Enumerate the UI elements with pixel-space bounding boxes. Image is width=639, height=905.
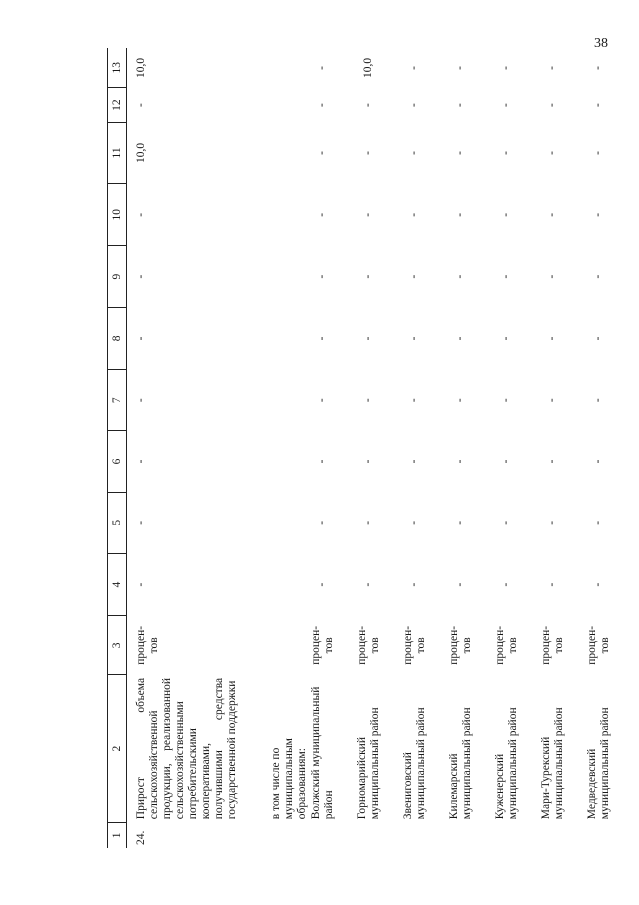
value-cell-col8: - bbox=[500, 336, 512, 341]
table-row bbox=[586, 48, 632, 848]
district-name: Звениговский муниципальный район bbox=[402, 707, 427, 820]
value-cell-col9: - bbox=[135, 274, 147, 279]
unit-cell: процен-тов bbox=[356, 625, 381, 665]
value-cell-col5: - bbox=[546, 520, 558, 525]
value-cell-col5: - bbox=[500, 520, 512, 525]
value-cell-col6: - bbox=[316, 459, 328, 464]
col-header-7: 7 bbox=[108, 370, 127, 431]
value-cell-col5: - bbox=[454, 520, 466, 525]
value-cell-col13: - bbox=[500, 66, 512, 70]
table-row bbox=[356, 48, 402, 848]
empty-cell bbox=[270, 184, 310, 246]
row-number: 24. bbox=[135, 830, 147, 845]
unit-cell: процен-тов bbox=[494, 625, 519, 665]
col-header-12: 12 bbox=[108, 88, 127, 122]
value-cell-col12: - bbox=[135, 103, 147, 108]
col-header-1: 1 bbox=[108, 822, 127, 848]
unit-cell: процен-тов bbox=[448, 625, 473, 665]
empty-cell bbox=[270, 122, 310, 183]
value-cell-col4: - bbox=[135, 582, 147, 587]
empty-cell bbox=[270, 370, 310, 431]
value-cell-col13: - bbox=[316, 66, 328, 70]
district-rows bbox=[310, 48, 632, 848]
value-cell-col5: - bbox=[135, 520, 147, 525]
empty-cell bbox=[270, 616, 310, 675]
empty-cell bbox=[356, 822, 402, 848]
value-cell-col12: - bbox=[454, 103, 466, 108]
empty-cell bbox=[310, 822, 356, 848]
table-row bbox=[310, 48, 356, 848]
value-cell-col9: - bbox=[362, 274, 374, 279]
unit-cell: процен-тов bbox=[310, 625, 335, 665]
value-cell-col9: - bbox=[316, 274, 328, 279]
value-cell-col7: - bbox=[135, 398, 147, 403]
table-row bbox=[540, 48, 586, 848]
value-cell-col13: - bbox=[592, 66, 604, 70]
value-cell-col11: 10,0 bbox=[135, 142, 147, 163]
value-cell-col10: - bbox=[454, 212, 466, 217]
value-cell-col11: - bbox=[362, 151, 374, 155]
value-cell-col12: - bbox=[546, 103, 558, 108]
table-row bbox=[402, 48, 448, 848]
empty-cell bbox=[270, 48, 310, 88]
value-cell-col6: - bbox=[500, 459, 512, 464]
value-cell-col11: - bbox=[408, 151, 420, 155]
district-name: Волжский муниципальный район bbox=[310, 686, 335, 820]
col-header-2: 2 bbox=[108, 675, 127, 822]
value-cell-col10: - bbox=[362, 212, 374, 217]
value-cell-col11: - bbox=[316, 151, 328, 155]
value-cell-col4: - bbox=[408, 582, 420, 587]
value-cell-col5: - bbox=[362, 520, 374, 525]
value-cell-col9: - bbox=[454, 274, 466, 279]
value-cell-col8: - bbox=[546, 336, 558, 341]
unit-cell: процен-тов bbox=[586, 625, 611, 665]
subheader-text: в том числе по муниципальным образованиям: bbox=[270, 738, 308, 820]
col-header-5: 5 bbox=[108, 492, 127, 553]
value-cell-col4: - bbox=[592, 582, 604, 587]
value-cell-col7: - bbox=[454, 398, 466, 403]
col-header-13: 13 bbox=[108, 48, 127, 88]
value-cell-col8: - bbox=[316, 336, 328, 341]
empty-cell bbox=[270, 307, 310, 369]
value-cell-col7: - bbox=[592, 398, 604, 403]
col-header-4: 4 bbox=[108, 553, 127, 615]
value-cell-col9: - bbox=[408, 274, 420, 279]
value-cell-col6: - bbox=[592, 459, 604, 464]
col-header-11: 11 bbox=[108, 122, 127, 183]
unit-cell: процен-тов bbox=[540, 625, 565, 665]
unit-cell: процен-тов bbox=[135, 625, 160, 665]
value-cell-col13: 10,0 bbox=[135, 57, 147, 79]
value-cell-col7: - bbox=[316, 398, 328, 403]
empty-cell bbox=[270, 431, 310, 492]
district-name: Куженерский муниципальный район bbox=[494, 707, 519, 820]
indicator-table bbox=[107, 48, 632, 848]
value-cell-col6: - bbox=[408, 459, 420, 464]
value-cell-col11: - bbox=[546, 151, 558, 155]
value-cell-col13: - bbox=[454, 66, 466, 70]
table-row-indicator-24 bbox=[127, 48, 271, 848]
value-cell-col11: - bbox=[500, 151, 512, 155]
value-cell-col12: - bbox=[316, 103, 328, 108]
empty-cell bbox=[270, 822, 310, 848]
value-cell-col8: - bbox=[592, 336, 604, 341]
value-cell-col13: - bbox=[408, 66, 420, 70]
district-name: Килемарский муниципальный район bbox=[448, 707, 473, 820]
col-header-3: 3 bbox=[108, 616, 127, 675]
value-cell-col5: - bbox=[316, 520, 328, 525]
district-name: Горномарийский муниципальный район bbox=[356, 707, 381, 820]
empty-cell bbox=[448, 822, 494, 848]
value-cell-col7: - bbox=[500, 398, 512, 403]
district-name: Мари-Турекский муниципальный район bbox=[540, 707, 565, 820]
table-row bbox=[448, 48, 494, 848]
value-cell-col4: - bbox=[362, 582, 374, 587]
value-cell-col11: - bbox=[592, 151, 604, 155]
value-cell-col8: - bbox=[454, 336, 466, 341]
value-cell-col6: - bbox=[362, 459, 374, 464]
value-cell-col13: 10,0 bbox=[362, 57, 374, 79]
value-cell-col4: - bbox=[546, 582, 558, 587]
value-cell-col10: - bbox=[546, 212, 558, 217]
value-cell-col5: - bbox=[408, 520, 420, 525]
value-cell-col12: - bbox=[592, 103, 604, 108]
value-cell-col12: - bbox=[362, 103, 374, 108]
value-cell-col9: - bbox=[592, 274, 604, 279]
value-cell-col8: - bbox=[408, 336, 420, 341]
value-cell-col8: - bbox=[135, 336, 147, 341]
value-cell-col7: - bbox=[546, 398, 558, 403]
page-number: 38 bbox=[594, 36, 608, 51]
value-cell-col6: - bbox=[454, 459, 466, 464]
value-cell-col7: - bbox=[362, 398, 374, 403]
empty-cell bbox=[586, 822, 632, 848]
value-cell-col4: - bbox=[454, 582, 466, 587]
value-cell-col4: - bbox=[316, 582, 328, 587]
col-header-6: 6 bbox=[108, 431, 127, 492]
value-cell-col9: - bbox=[500, 274, 512, 279]
value-cell-col6: - bbox=[546, 459, 558, 464]
empty-cell bbox=[402, 822, 448, 848]
value-cell-col12: - bbox=[408, 103, 420, 108]
district-name: Медведевский муниципальный район bbox=[586, 707, 611, 820]
col-header-8: 8 bbox=[108, 307, 127, 369]
column-number-row bbox=[108, 48, 127, 848]
value-cell-col4: - bbox=[500, 582, 512, 587]
value-cell-col10: - bbox=[500, 212, 512, 217]
value-cell-col8: - bbox=[362, 336, 374, 341]
empty-cell bbox=[540, 822, 586, 848]
empty-cell bbox=[494, 822, 540, 848]
value-cell-col10: - bbox=[316, 212, 328, 217]
value-cell-col10: - bbox=[592, 212, 604, 217]
empty-cell bbox=[270, 246, 310, 307]
value-cell-col10: - bbox=[408, 212, 420, 217]
col-header-10: 10 bbox=[108, 184, 127, 246]
empty-cell bbox=[270, 88, 310, 122]
value-cell-col10: - bbox=[135, 212, 147, 217]
value-cell-col11: - bbox=[454, 151, 466, 155]
unit-cell: процен-тов bbox=[402, 625, 427, 665]
value-cell-col7: - bbox=[408, 398, 420, 403]
value-cell-col6: - bbox=[135, 459, 147, 464]
value-cell-col12: - bbox=[500, 103, 512, 108]
value-cell-col5: - bbox=[592, 520, 604, 525]
indicator-name: Прирост объема сельскохозяйственной продукции, реализованной сельскохозяйственными потребительскими кооперативами, получившими средства государственной поддержки bbox=[135, 677, 238, 820]
empty-cell bbox=[270, 553, 310, 615]
table-row bbox=[494, 48, 540, 848]
col-header-9: 9 bbox=[108, 246, 127, 307]
empty-cell bbox=[270, 492, 310, 553]
value-cell-col13: - bbox=[546, 66, 558, 70]
value-cell-col9: - bbox=[546, 274, 558, 279]
table-row-subheader bbox=[270, 48, 310, 848]
